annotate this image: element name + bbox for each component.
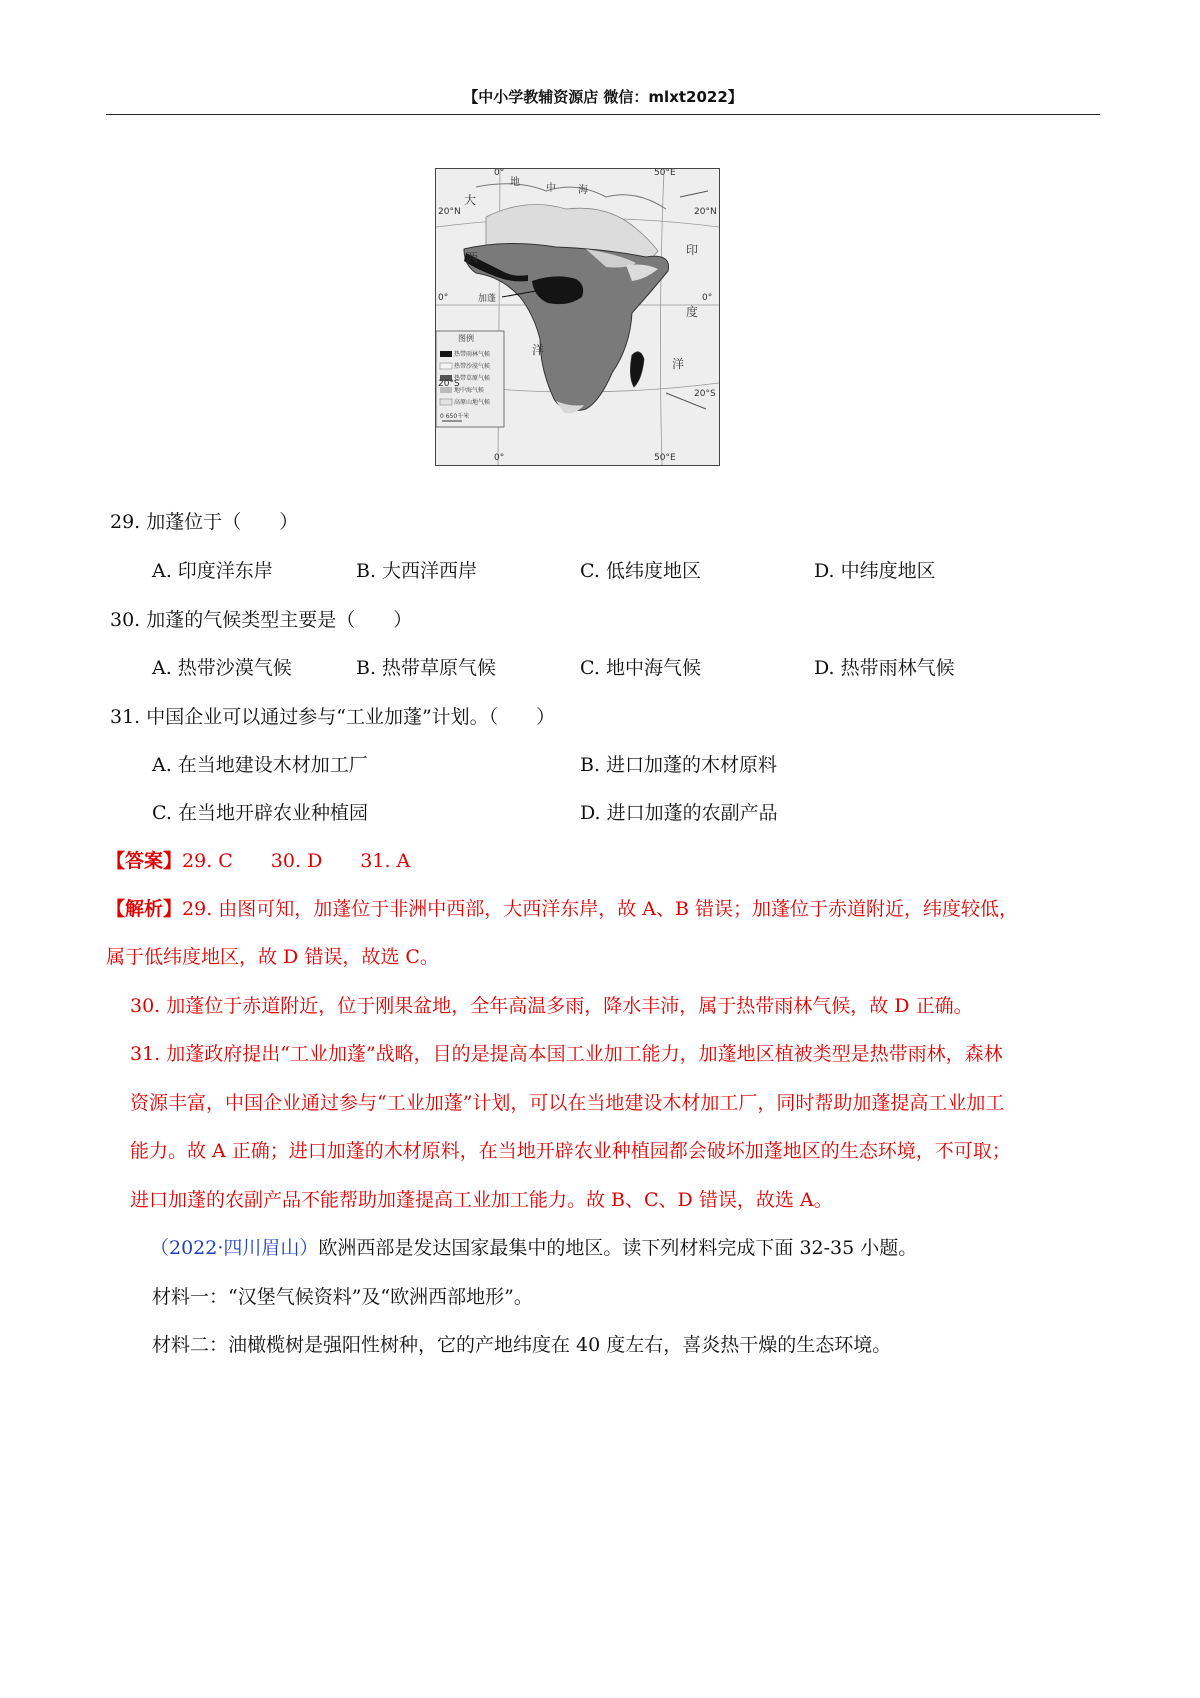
- madagascar: [630, 352, 644, 387]
- med-label-3: 海: [578, 185, 588, 196]
- axis-label-left-20n: 20°N: [438, 207, 461, 217]
- next-section-intro: [150, 1235, 917, 1261]
- axis-label-right-20n: 20°N: [694, 207, 717, 217]
- q30-option-b: B. 热带草原气候: [356, 657, 497, 679]
- axis-label-right-0: 0°: [702, 293, 713, 303]
- question-29-stem: 29. 加蓬位于（ ）: [110, 511, 299, 533]
- axis-label-left-20s: 20°S: [438, 379, 460, 389]
- gabon-label: 加蓬: [478, 294, 497, 304]
- question-31-stem: 31. 中国企业可以通过参与“工业加蓬”计划。（ ）: [110, 706, 556, 728]
- q29-option-d: D. 中纬度地区: [814, 560, 936, 582]
- analysis-29-line2: 属于低纬度地区，故 D 错误，故选 C。: [106, 946, 439, 968]
- atlantic-label-2: 西: [466, 251, 479, 265]
- legend-item-rainforest: 热带雨林气候: [454, 351, 491, 358]
- answer-label: 【答案】: [106, 850, 183, 872]
- axis-label-bottom-0: 0°: [494, 453, 505, 463]
- atlantic-label-1: 大: [464, 193, 477, 207]
- med-label-1: 地: [510, 177, 520, 188]
- analysis-31-line2: 资源丰富，中国企业通过参与“工业加蓬”计划，可以在当地建设木材加工厂，同时帮助加蓬提高工业加工: [130, 1092, 1005, 1114]
- answer-text: 29. C 30. D 31. A: [182, 850, 411, 872]
- map-drawing: [436, 169, 719, 465]
- legend-scale: 0 650千米: [440, 413, 470, 420]
- analysis-31-line1: 31. 加蓬政府提出“工业加蓬”战略，目的是提高本国工业加工能力，加蓬地区植被类型是热带雨林，森林: [130, 1043, 1003, 1065]
- axis-label-bottom-50e: 50°E: [654, 453, 676, 463]
- analysis-label: 【解析】: [106, 898, 183, 920]
- q31-option-c: C. 在当地开辟农业种植园: [152, 802, 368, 824]
- intro-text: 欧洲西部是发达国家最集中的地区。读下列材料完成下面 32-35 小题。: [318, 1237, 918, 1259]
- analysis-30: 30. 加蓬位于赤道附近，位于刚果盆地，全年高温多雨，降水丰沛，属于热带雨林气候，故 D 正确。: [130, 995, 973, 1017]
- answer-line: [106, 848, 410, 874]
- axis-label-right-20s: 20°S: [694, 389, 716, 399]
- source-tag: （2022·四川眉山）: [150, 1237, 319, 1259]
- analysis-29-line1: [106, 896, 1018, 922]
- q31-option-a: A. 在当地建设木材加工厂: [152, 754, 368, 776]
- legend-item-highland: 高原山地气候: [454, 399, 491, 406]
- analysis-31-line3: 能力。故 A 正确；进口加蓬的木材原料，在当地开辟农业种植园都会破坏加蓬地区的生态环境，不可取；: [130, 1140, 1011, 1162]
- analysis-29-text1: 29. 由图可知，加蓬位于非洲中西部，大西洋东岸，故 A、B 错误；加蓬位于赤道附近，纬度较低，: [182, 898, 1019, 920]
- atlantic-label-3: 洋: [532, 343, 545, 357]
- axis-label-top-50e: 50°E: [654, 168, 676, 178]
- africa-climate-map: [435, 168, 720, 466]
- page-header: 【中小学教辅资源店 微信：mlxt2022】: [106, 80, 1100, 115]
- indian-label-3: 洋: [672, 357, 685, 371]
- analysis-31-line4: 进口加蓬的农副产品不能帮助加蓬提高工业加工能力。故 B、C、D 错误，故选 A。: [130, 1189, 833, 1211]
- legend-item-desert: 热带沙漠气候: [454, 363, 491, 370]
- q29-option-c: C. 低纬度地区: [580, 560, 701, 582]
- q29-option-a: A. 印度洋东岸: [152, 560, 273, 582]
- axis-label-top-0: 0°: [494, 168, 505, 178]
- q31-option-d: D. 进口加蓬的农副产品: [580, 802, 778, 824]
- q30-option-d: D. 热带雨林气候: [814, 657, 955, 679]
- axis-label-left-0: 0°: [438, 293, 449, 303]
- legend-item-mediterranean: 地中海气候: [454, 387, 485, 394]
- q30-option-a: A. 热带沙漠气候: [152, 657, 292, 679]
- q31-option-b: B. 进口加蓬的木材原料: [580, 754, 778, 776]
- legend-item-savanna: 热带草原气候: [454, 375, 491, 382]
- q30-option-c: C. 地中海气候: [580, 657, 701, 679]
- question-30-stem: 30. 加蓬的气候类型主要是（ ）: [110, 609, 413, 631]
- legend-title: 图例: [458, 334, 474, 343]
- q29-option-b: B. 大西洋西岸: [356, 560, 478, 582]
- indian-label-1: 印: [686, 243, 699, 257]
- material-one: 材料一：“汉堡气候资料”及“欧洲西部地形”。: [152, 1286, 533, 1308]
- med-label-2: 中: [546, 183, 556, 194]
- material-two: 材料二：油橄榄树是强阳性树种，它的产地纬度在 40 度左右，喜炎热干燥的生态环境。: [152, 1334, 892, 1356]
- indian-label-2: 度: [686, 305, 699, 319]
